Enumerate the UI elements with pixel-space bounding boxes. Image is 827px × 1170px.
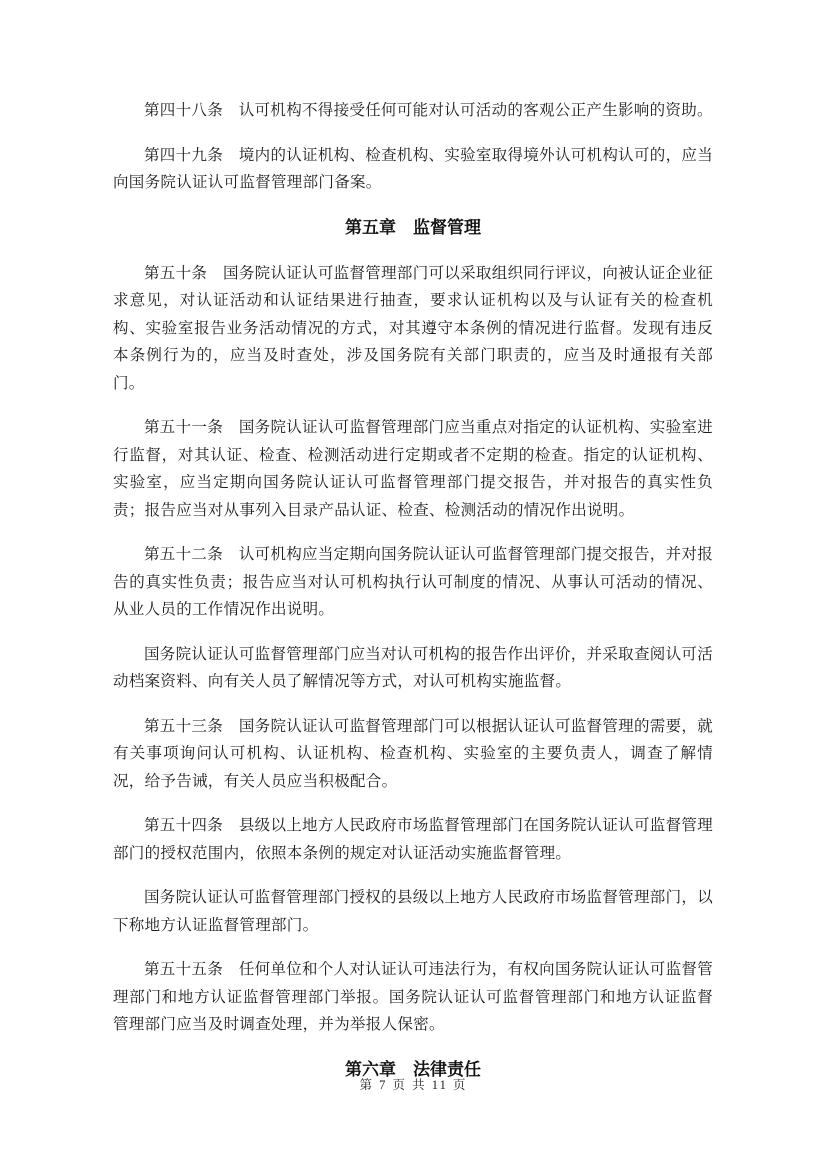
para-article-55: 第五十五条 任何单位和个人对认证认可违法行为，有权向国务院认证认可监督管理部门和地方认证监督管理部门举报。国务院认证认可监督管理部门和地方认证监督管理部门应当及时调查处理，并为举报人保密。: [113, 961, 713, 1033]
para-article-48: 第四十八条 认可机构不得接受任何可能对认可活动的客观公正产生影响的资助。: [144, 102, 713, 119]
para-article-53: 第五十三条 国务院认证认可监督管理部门可以根据认证认可监督管理的需要，就有关事项询问认可机构、认证机构、检查机构、实验室的主要负责人，调查了解情况，给予告诫，有关人员应当积极配合。: [113, 717, 713, 790]
para-article-49: 第四十九条 境内的认证机构、检查机构、实验室取得境外认可机构认可的，应当向国务院认证认可监督管理部门备案。: [113, 146, 713, 191]
heading-chapter-5: 第五章 监督管理: [345, 217, 481, 237]
para-article-50: 第五十条 国务院认证认可监督管理部门可以采取组织同行评议，向被认证企业征求意见，对认证活动和认证结果进行抽查，要求认证机构以及与认证有关的检查机构、实验室报告业务活动情况的方式，对其遵守本条例的情况进行监督。发现有违反本条例行为的，应当及时查处，涉及国务院有关部门职责的，应当及时通报有关部门。: [113, 264, 713, 392]
para-article-52: 第五十二条 认可机构应当定期向国务院认证认可监督管理部门提交报告，并对报告的真实性负责；报告应当对认可机构执行认可制度的情况、从事认可活动的情况、从业人员的工作情况作出说明。: [113, 546, 713, 618]
para-article-51: 第五十一条 国务院认证认可监督管理部门应当重点对指定的认证机构、实验室进行监督，对其认证、检查、检测活动进行定期或者不定期的检查。指定的认证机构、实验室，应当定期向国务院认证认可监督管理部门提交报告，并对报告的真实性负责；报告应当对从事列入目录产品认证、检查、检测活动的情况作出说明。: [113, 419, 713, 519]
para-article-54-continuation: 国务院认证认可监督管理部门授权的县级以上地方人民政府市场监督管理部门，以下称地方认证监督管理部门。: [113, 889, 713, 934]
page-number-footer: 第 7 页 共 11 页: [359, 1078, 468, 1092]
para-article-54: 第五十四条 县级以上地方人民政府市场监督管理部门在国务院认证认可监督管理部门的授权范围内，依照本条例的规定对认证活动实施监督管理。: [113, 817, 713, 862]
para-article-52-continuation: 国务院认证认可监督管理部门应当对认可机构的报告作出评价，并采取查阅认可活动档案资料、向有关人员了解情况等方式，对认可机构实施监督。: [113, 645, 713, 690]
heading-chapter-6: 第六章 法律责任: [345, 1059, 481, 1079]
